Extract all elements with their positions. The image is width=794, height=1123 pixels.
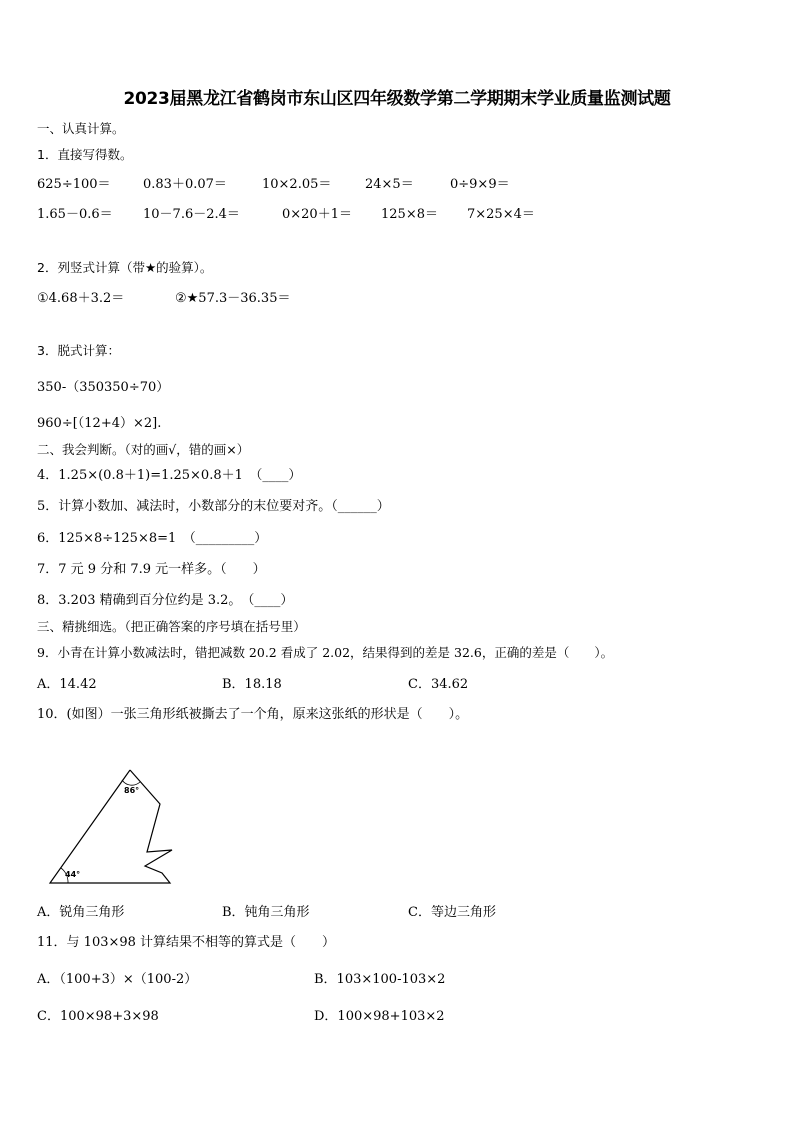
- judge-question-5: 5．计算小数加、减法时，小数部分的末位要对齐。（______）: [37, 499, 390, 514]
- calc-item: 0.83＋0.07＝: [143, 177, 227, 192]
- page-title: 2023届黑龙江省鹤岗市东山区四年级数学第二学期期末学业质量监测试题: [123, 89, 671, 109]
- calc-item: 24×5＝: [365, 177, 414, 192]
- judge-question-4: 4．1.25×(0.8＋1)=1.25×0.8＋1 （____）: [37, 468, 302, 483]
- question-10-option-c: C．等边三角形: [408, 905, 496, 920]
- question-1-label: 1．直接写得数。: [37, 147, 133, 162]
- question-11-option-d: D．100×98+103×2: [314, 1009, 445, 1024]
- question-10-stem: 10．(如图）一张三角形纸被撕去了一个角，原来这张纸的形状是（ ）。: [37, 707, 469, 722]
- question-11-option-b: B．103×100-103×2: [314, 972, 446, 987]
- judge-question-8: 8．3.203 精确到百分位约是 3.2。 （____）: [37, 593, 294, 608]
- step-calc-item: 960÷[（12+4）×2].: [37, 416, 162, 431]
- question-11-option-c: C．100×98+3×98: [37, 1009, 159, 1024]
- step-calc-item: 350-（350350÷70）: [37, 380, 170, 395]
- calc-item: 7×25×4＝: [467, 207, 535, 222]
- question-10-option-a: A．锐角三角形: [37, 905, 125, 920]
- question-9-option-b: B．18.18: [222, 677, 282, 692]
- section-heading-2: 二、我会判断。（对的画√，错的画×）: [37, 442, 250, 457]
- question-11-option-a: A．（100+3）×（100-2）: [37, 972, 198, 987]
- section-heading-1: 一、认真计算。: [37, 121, 125, 136]
- calc-item: 625÷100＝: [37, 177, 111, 192]
- calc-item: 1.65－0.6＝: [37, 207, 113, 222]
- question-3-label: 3．脱式计算：: [37, 343, 120, 358]
- question-9-option-c: C．34.62: [408, 677, 469, 692]
- judge-question-7: 7．7 元 9 分和 7.9 元一样多。（ ）: [37, 562, 266, 577]
- calc-item: 10×2.05＝: [262, 177, 332, 192]
- calc-item: 125×8＝: [381, 207, 438, 222]
- vertical-calc-item: ②★57.3－36.35＝: [175, 291, 291, 306]
- angle-label-top: 86°: [124, 786, 140, 795]
- question-9-stem: 9．小青在计算小数减法时，错把减数 20.2 看成了 2.02，结果得到的差是 32.6，正确的差是（ ）。: [37, 645, 614, 660]
- calc-item: 10－7.6－2.4＝: [143, 207, 240, 222]
- angle-label-bottom: 44°: [65, 870, 81, 879]
- question-9-option-a: A．14.42: [37, 677, 97, 692]
- question-2-label: 2．列竖式计算（带★的验算）。: [37, 260, 213, 275]
- question-10-option-b: B．钝角三角形: [222, 905, 310, 920]
- calc-item: 0÷9×9＝: [450, 177, 510, 192]
- torn-triangle-figure: [40, 762, 180, 892]
- section-heading-3: 三、精挑细选。（把正确答案的序号填在括号里）: [37, 619, 306, 634]
- question-11-stem: 11．与 103×98 计算结果不相等的算式是（ ）: [37, 935, 336, 950]
- vertical-calc-item: ①4.68＋3.2＝: [37, 291, 125, 306]
- calc-item: 0×20＋1＝: [282, 207, 352, 222]
- judge-question-6: 6．125×8÷125×8=1 （_________）: [37, 531, 268, 546]
